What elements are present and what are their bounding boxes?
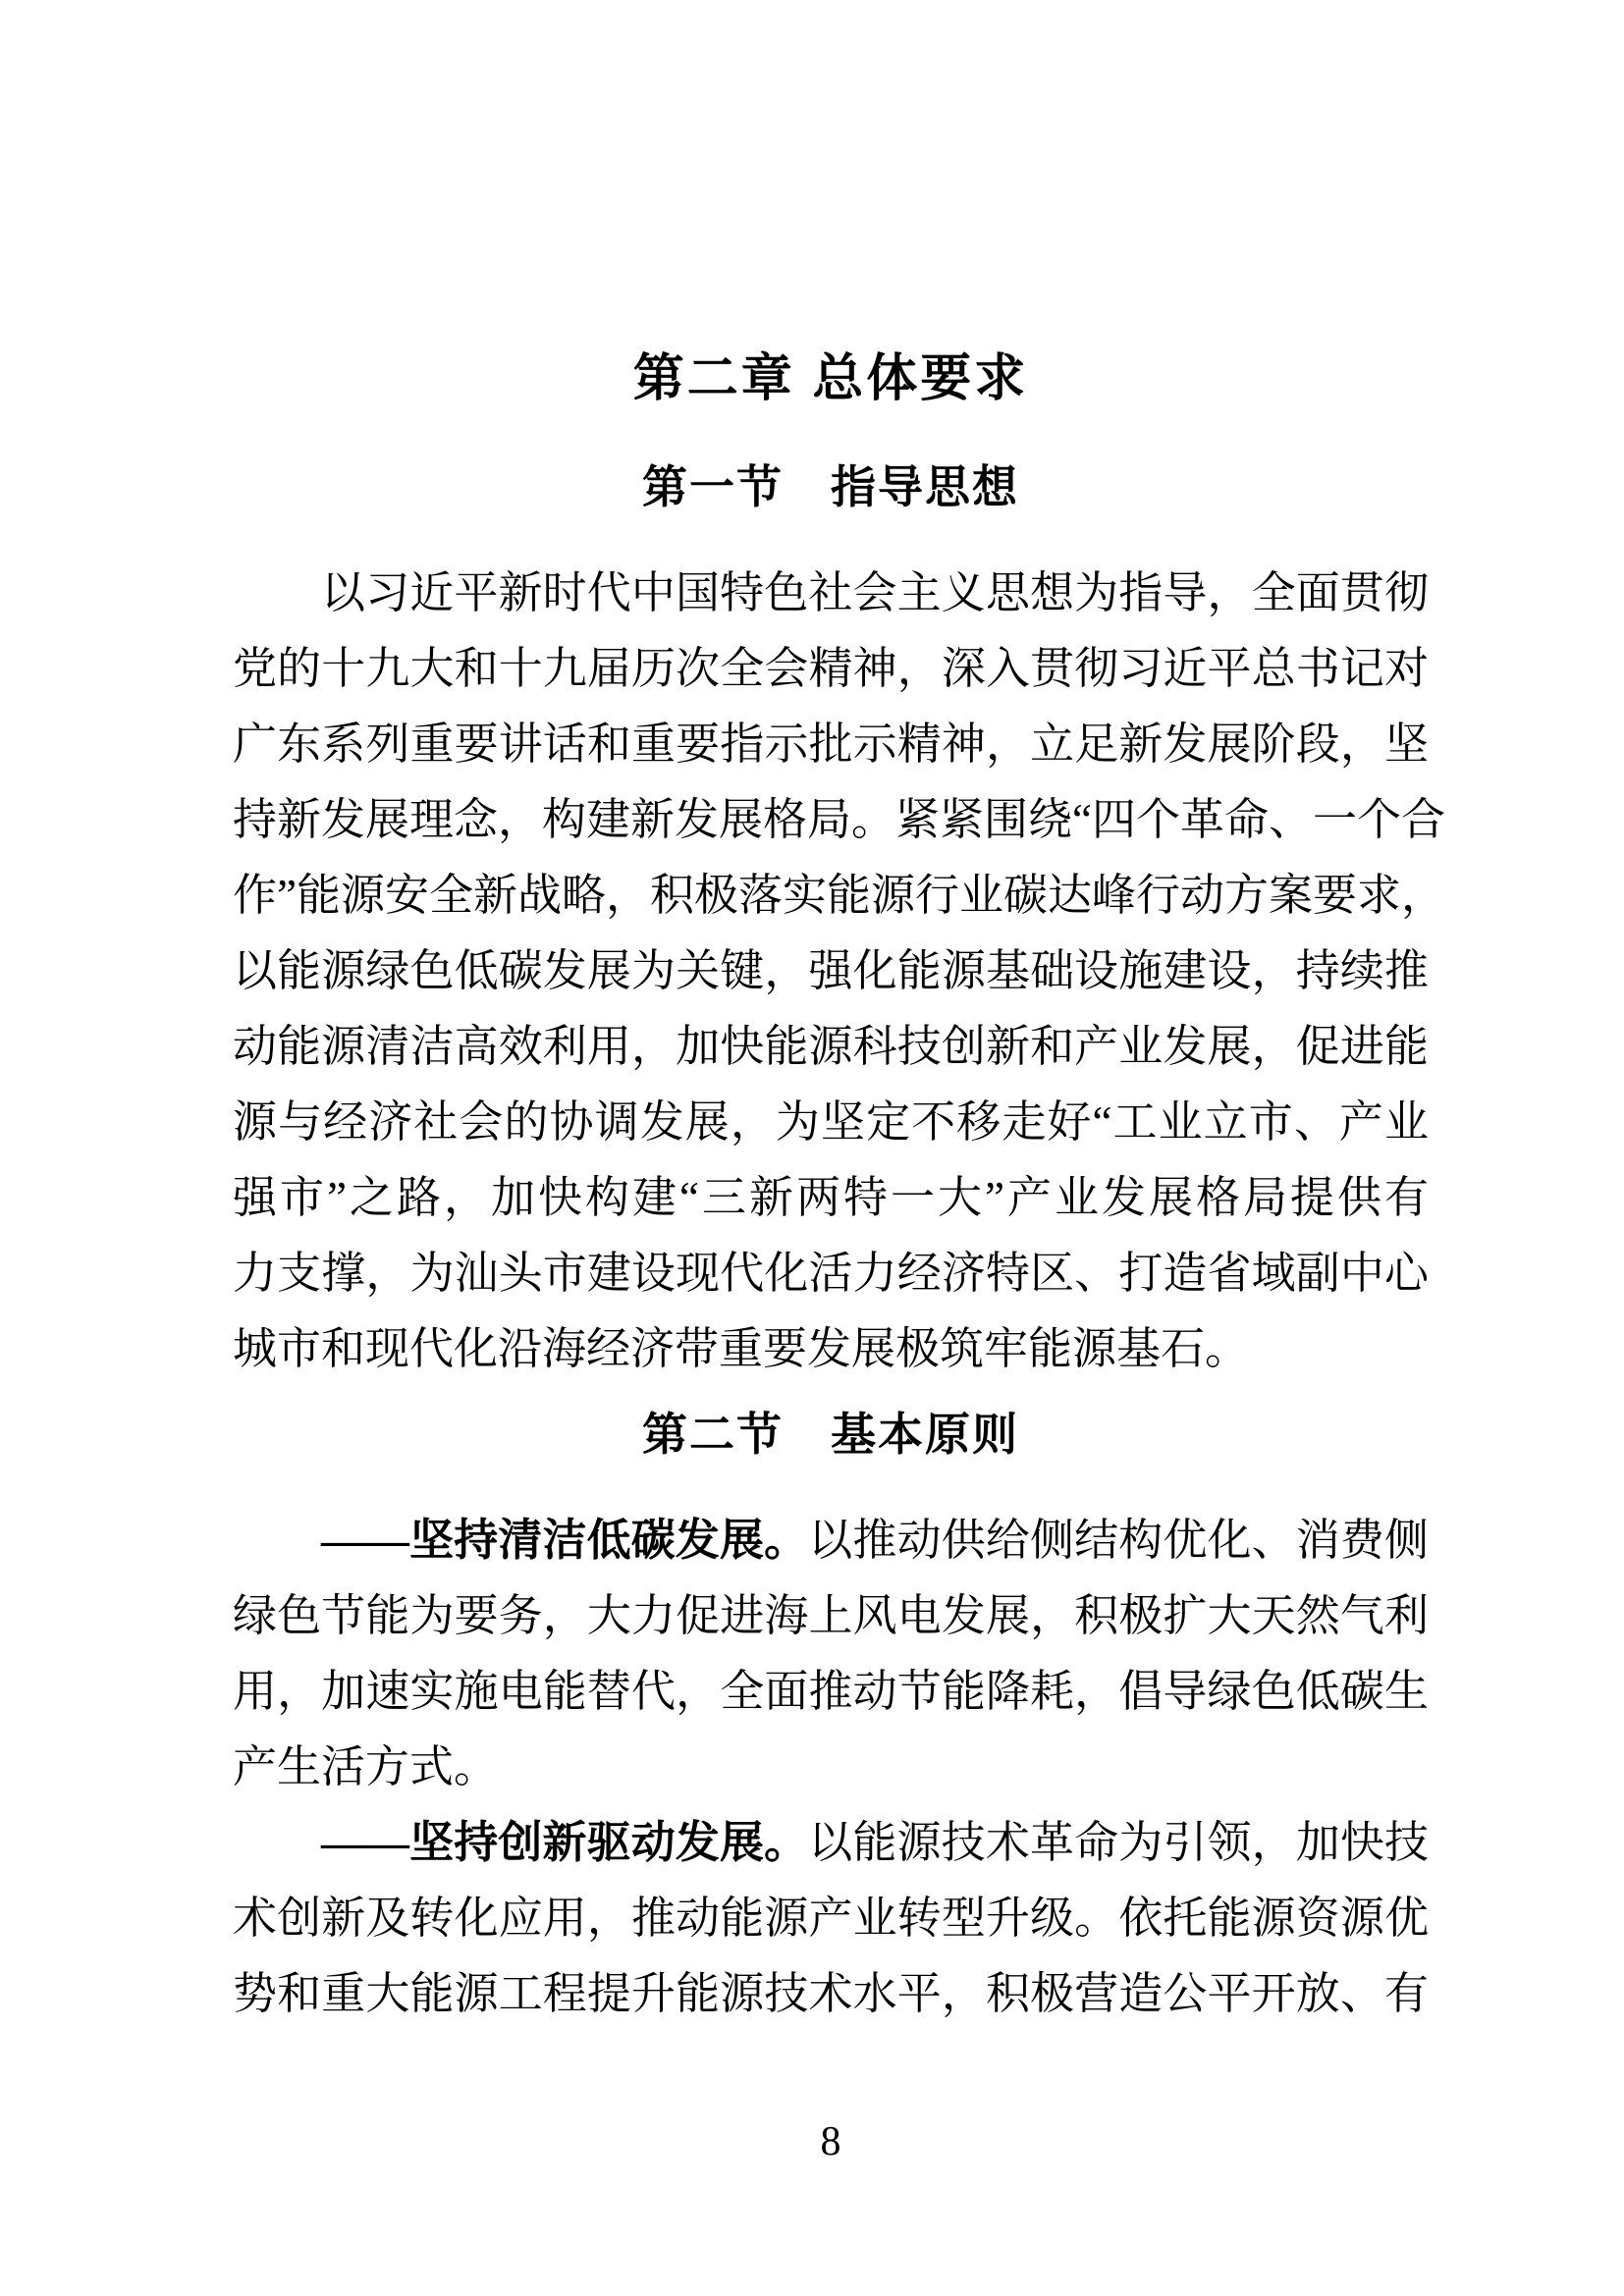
bullet-lead: ——坚持清洁低碳发展。 [321,1516,809,1565]
body-line: 以能源绿色低碳发展为关键，强化能源基础设施建设，持续推 [233,946,1429,995]
body-line: 以习近平新时代中国特色社会主义思想为指导，全面贯彻 [321,568,1429,617]
body-line: 强市”之路，加快构建“三新两特一大”产业发展格局提供有 [233,1173,1429,1222]
body-line: 广东系列重要讲话和重要指示批示精神，立足新发展阶段，坚 [233,720,1429,769]
body-line [233,1805,1429,1881]
body-line: 党的十九大和十九届历次全会精神，深入贯彻习近平总书记对 [233,644,1429,693]
body-line: 动能源清洁高效利用，加快能源科技创新和产业发展，促进能 [233,1022,1429,1071]
body-line: 作”能源安全新战略，积极落实能源行业碳达峰行动方案要求， [233,871,1445,920]
body-line: 力支撑，为汕头市建设现代化活力经济特区、打造省域副中心 [233,1249,1429,1298]
bullet-text: 以推动供给侧结构优化、消费侧 [808,1516,1429,1565]
bullet-paragraph-innovation-driven [233,1805,1429,2032]
body-line: 持新发展理念，构建新发展格局。紧紧围绕“四个革命、一个合 [233,795,1445,844]
body-line: 城市和现代化沿海经济带重要发展极筑牢能源基石。 [233,1324,1250,1373]
section-heading-1: 第一节 指导思想 [642,462,1019,512]
body-line: 术创新及转化应用，推动能源产业转型升级。依托能源资源优 [233,1894,1429,1943]
basic-principles-bullets [233,1503,1429,2032]
body-line: 用，加速实施电能替代，全面推动节能降耗，倡导绿色低碳生 [233,1667,1429,1716]
body-line: 绿色节能为要务，大力促进海上风电发展，积极扩大天然气利 [233,1591,1429,1640]
page-content [233,349,1445,2032]
page-number: 8 [820,2119,841,2164]
section-heading-2: 第二节 基本原则 [642,1410,1019,1460]
body-line: 产生活方式。 [233,1742,499,1791]
bullet-paragraph-clean-low-carbon [233,1503,1429,1805]
body-line [233,1503,1429,1578]
body-line: 源与经济社会的协调发展，为坚定不移走好“工业立市、产业 [233,1097,1429,1147]
guiding-ideology-paragraph [233,556,1445,1387]
bullet-lead: ——坚持创新驱动发展。 [321,1818,809,1867]
bullet-text: 以能源技术革命为引领，加快技 [808,1818,1429,1867]
chapter-title: 第二章 总体要求 [632,350,1029,407]
body-line: 势和重大能源工程提升能源技术水平，积极营造公平开放、有 [233,1969,1429,2018]
